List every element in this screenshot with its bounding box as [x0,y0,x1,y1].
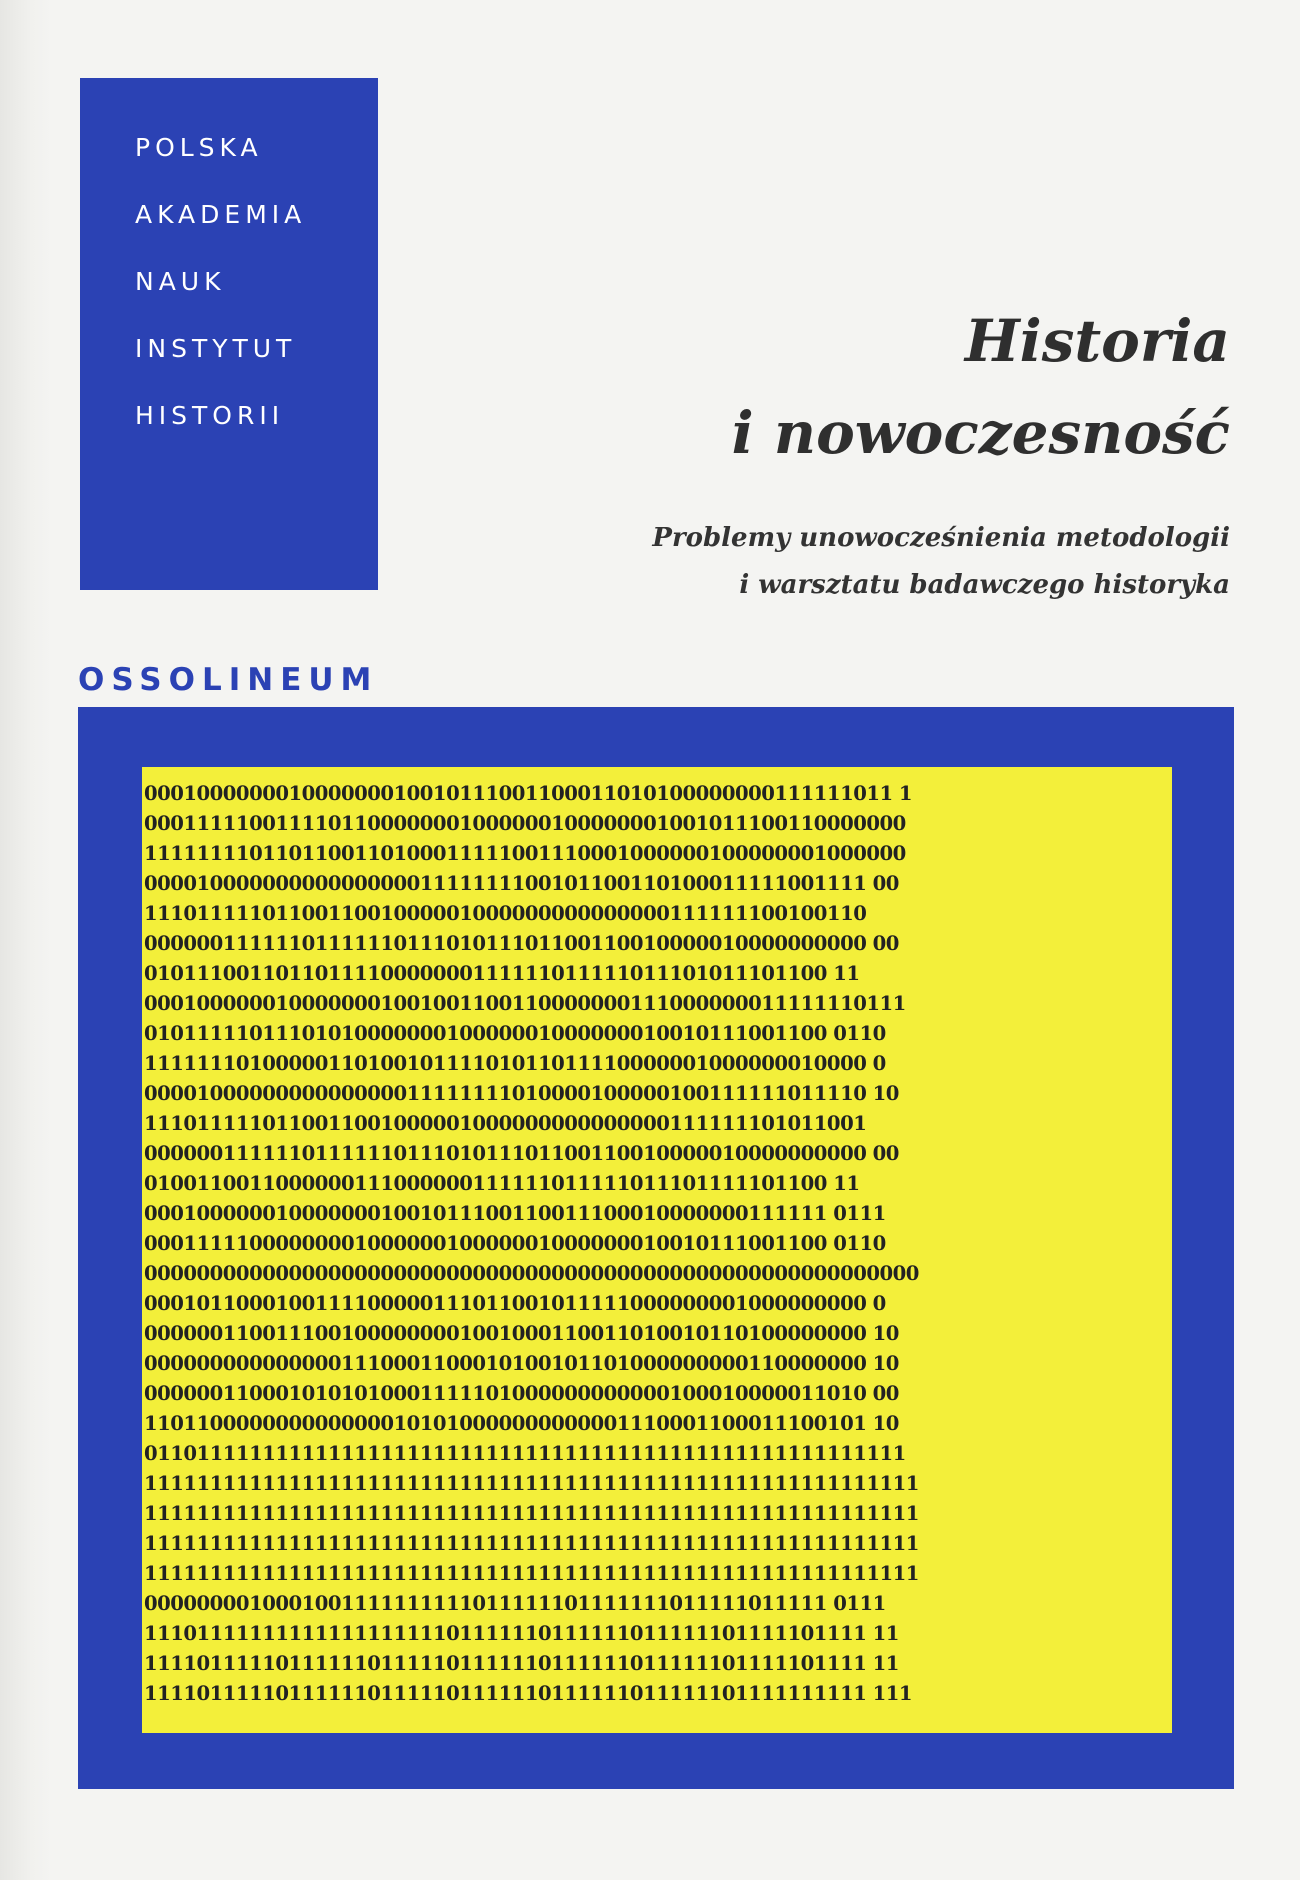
binary-row: 0001111100000000100000010000001000000010010111001100 0110 [144,1232,886,1255]
binary-row: 1111111101101100110100011111001110001000000100000001000000 [144,842,906,865]
institute-line: AKADEMIA [135,200,307,229]
binary-rows [142,767,1172,1709]
binary-row: 0000000010001001111111111011111101111111011111011111 0111 [144,1592,886,1615]
institute-line: INSTYTUT [135,334,297,363]
institute-line: NAUK [135,267,226,296]
binary-row: 00000000000000000000000000000000000000000000000000000000000 [144,1262,919,1285]
institute-line: HISTORII [135,401,285,430]
binary-row: 1110111110110011001000001000000000000000111111101011001 [144,1112,867,1135]
binary-row: 1111011111011111101111101111110111111011111101111111111 111 [144,1682,913,1705]
subtitle-line: i warsztatu badawczego historyka [739,570,1230,600]
title-line: Historia [964,307,1230,375]
institute-name [135,133,306,468]
binary-row: 0000000000000001110001100010100101101000000000110000000 10 [144,1352,899,1375]
binary-row: 1110111110110011001000001000000000000000111111100100110 [144,902,867,925]
binary-row: 1111011111011111101111101111110111111011111101111101111 11 [144,1652,899,1675]
binary-row: 11111111111111111111111111111111111111111111111111111111111 [144,1502,919,1525]
binary-frame [78,707,1234,1789]
binary-row: 0101111101110101000000010000001000000010010111001100 0110 [144,1022,886,1045]
title-line: i nowoczesność [731,399,1230,467]
binary-row: 0001111100111101100000001000000100000001001011100110000000 [144,812,906,835]
institute-line: POLSKA [135,133,263,162]
binary-row: 1101100000000000000101010000000000001110001100011100101 10 [144,1412,899,1435]
binary-panel [142,767,1172,1733]
book-title [530,295,1230,479]
binary-row: 11111111111111111111111111111111111111111111111111111111111 [144,1532,919,1555]
binary-row: 000100000001000000010010111001100011010100000000111111011 1 [144,782,913,805]
binary-row: 0101110011011011110000000111111011111011101011101100 11 [144,962,860,985]
binary-row: 0000100000000000000001111111100101100110100011111001111 00 [144,872,899,895]
binary-row: 0001000000100000001001001100110000000111000000011111110111 [144,992,906,1015]
binary-row: 0100110011000000111000000111111011111011101111101100 11 [144,1172,860,1195]
binary-row: 1111111010000011010010111101011011110000001000000010000 0 [144,1052,886,1075]
binary-row: 0000001100111001000000001001000110011010010110100000000 10 [144,1322,899,1345]
spine-shadow [0,0,52,1880]
book-subtitle [330,515,1230,609]
binary-row: 11111111111111111111111111111111111111111111111111111111111 [144,1562,919,1585]
binary-row: 0000100000000000000011111111010000100000100111111011110 10 [144,1082,899,1105]
publisher-name: OSSOLINEUM [78,662,379,698]
binary-row: 0000001111110111111011101011101100110010000010000000000 00 [144,1142,899,1165]
binary-row: 0000001111110111111011101011101100110010000010000000000 00 [144,932,899,955]
binary-row: 1110111111111111111111101111110111111011111101111101111 11 [144,1622,899,1645]
binary-row: 0110111111111111111111111111111111111111111111111111111111 [144,1442,906,1465]
binary-row: 0000001100010101010001111101000000000000100010000011010 00 [144,1382,899,1405]
binary-row: 0001011000100111100000111011001011111000000001000000000 0 [144,1292,886,1315]
binary-row: 11111111111111111111111111111111111111111111111111111111111 [144,1472,919,1495]
binary-row: 0001000000100000001001011100110011100010000000111111 0111 [144,1202,886,1225]
subtitle-line: Problemy unowocześnienia metodologii [652,523,1230,553]
institute-box [80,78,378,590]
